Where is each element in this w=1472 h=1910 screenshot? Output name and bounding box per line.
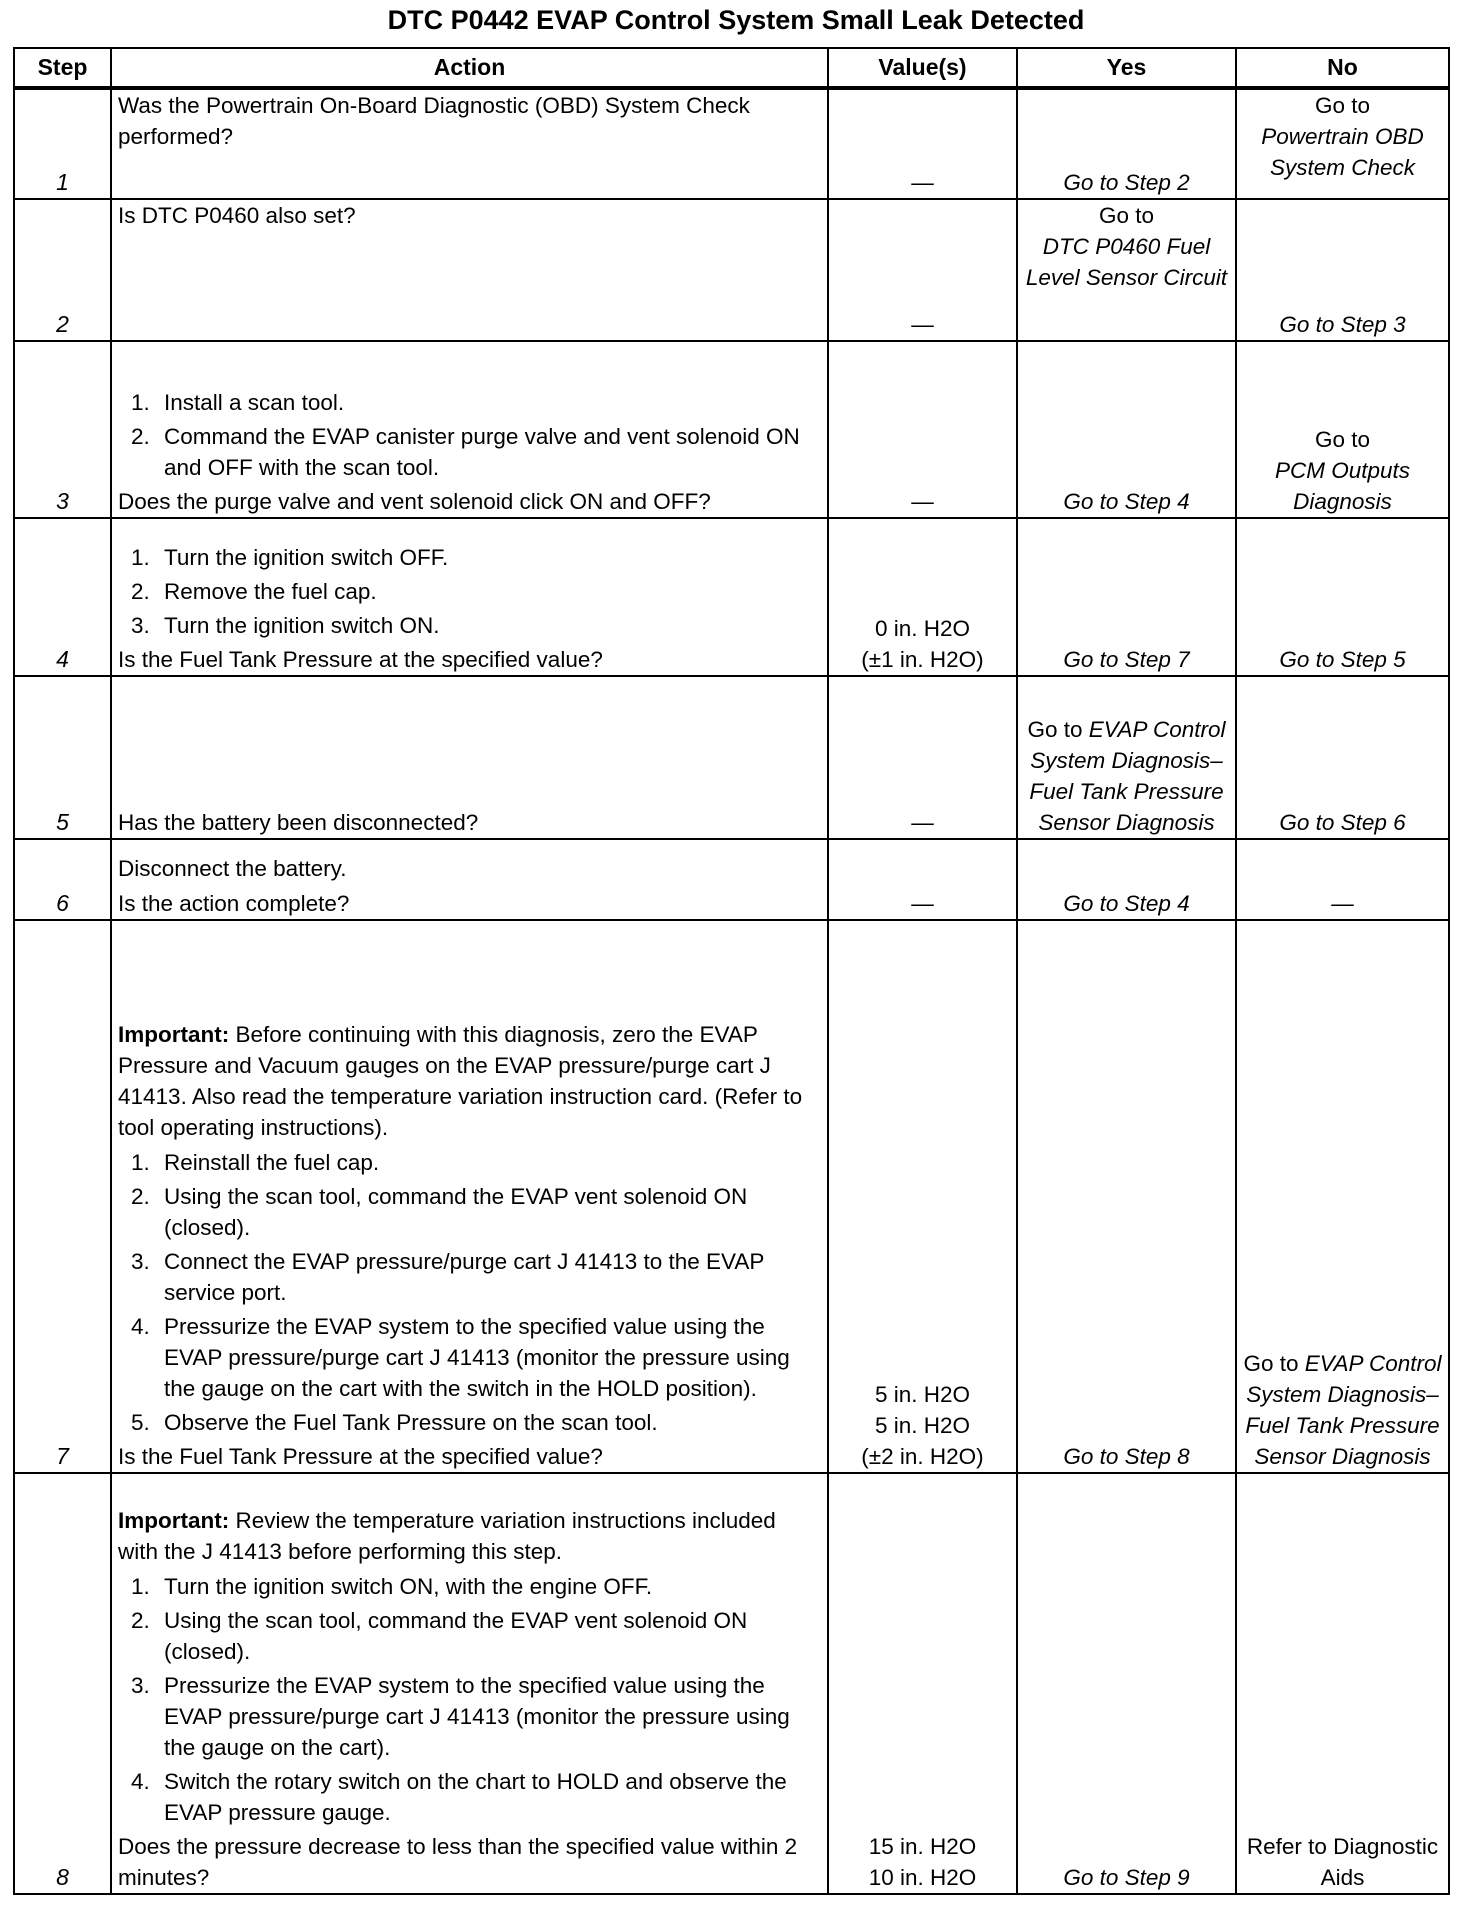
action-question: Does the purge valve and vent solenoid click ON and OFF? (118, 489, 711, 514)
yes-target-text: EVAP Control System Diagnosis– Fuel Tank Pressure Sensor Diagnosis (1029, 717, 1226, 835)
action-step: 1. Reinstall the fuel cap. (156, 1147, 821, 1178)
important-note (118, 1505, 821, 1567)
action-step: 2. Using the scan tool, command the EVAP vent solenoid ON (closed). (156, 1605, 821, 1667)
no-target-text: EVAP Control System Diagnosis– Fuel Tank Pressure Sensor Diagnosis (1245, 1351, 1442, 1469)
important-label: Important: (118, 1022, 230, 1047)
no-prefix: Go to (1314, 93, 1371, 118)
no-cell: Go to Step 3 (1236, 199, 1449, 341)
action-steps (118, 387, 821, 483)
value-cell: — (828, 341, 1017, 518)
yes-cell (1017, 676, 1236, 839)
important-note (118, 1019, 821, 1143)
value-line: (±1 in. H2O) (861, 647, 984, 672)
step-number: 1 (14, 88, 111, 199)
table-row (14, 920, 1449, 1473)
yes-cell: Go to Step 4 (1017, 839, 1236, 920)
yes-prefix: Go to (1027, 717, 1083, 742)
no-target: PCM Outputs Diagnosis (1274, 458, 1411, 514)
no-cell (1236, 1473, 1449, 1894)
important-text: Review the temperature variation instructions included with the J 41413 before performing this step. (118, 1508, 776, 1564)
yes-cell: Go to Step 8 (1017, 920, 1236, 1473)
action-cell (111, 839, 828, 920)
step-number: 6 (14, 839, 111, 920)
step-number: 3 (14, 341, 111, 518)
action-cell (111, 88, 828, 199)
value-line: 15 in. H2O (868, 1834, 977, 1859)
value-line: 5 in. H2O (874, 1413, 971, 1438)
important-label: Important: (118, 1508, 230, 1533)
action-question: Is the action complete? (118, 891, 350, 916)
value-cell: — (828, 88, 1017, 199)
yes-target (1024, 714, 1229, 838)
table-row (14, 341, 1449, 518)
value-cell: — (828, 676, 1017, 839)
value-cell: — (828, 839, 1017, 920)
yes-cell: Go to Step 4 (1017, 341, 1236, 518)
action-step: 1. Turn the ignition switch OFF. (156, 542, 821, 573)
action-step: 3. Turn the ignition switch ON. (156, 610, 821, 641)
yes-cell (1017, 199, 1236, 341)
table-row (14, 1473, 1449, 1894)
action-step: 3. Pressurize the EVAP system to the specified value using the EVAP pressure/purge cart J 41413 (monitor the pressure using the gauge on the cart). (156, 1670, 821, 1763)
action-steps (118, 1147, 821, 1438)
page-title: DTC P0442 EVAP Control System Small Leak Detected (387, 5, 1085, 35)
no-cell: Go to Step 5 (1236, 518, 1449, 676)
table-row (14, 518, 1449, 676)
action-question: Does the pressure decrease to less than the specified value within 2 minutes? (118, 1834, 798, 1890)
action-steps (118, 1571, 821, 1828)
action-step: 2. Remove the fuel cap. (156, 576, 821, 607)
header-values: Value(s) (828, 48, 1017, 88)
value-cell (828, 518, 1017, 676)
important-text: Before continuing with this diagnosis, zero the EVAP Pressure and Vacuum gauges on the EVAP pressure/purge cart J 41413. Also read the temperature variation instruction card. (Refer to tool operating instructions). (118, 1022, 803, 1140)
action-cell (111, 518, 828, 676)
action-instruction: Disconnect the battery. (118, 856, 347, 881)
action-step: 2. Command the EVAP canister purge valve and vent solenoid ON and OFF with the scan tool. (156, 421, 821, 483)
yes-target: DTC P0460 Fuel Level Sensor Circuit (1025, 234, 1228, 290)
action-cell (111, 1473, 828, 1894)
action-question: Is the Fuel Tank Pressure at the specified value? (118, 647, 603, 672)
step-number: 7 (14, 920, 111, 1473)
action-step: 2. Using the scan tool, command the EVAP vent solenoid ON (closed). (156, 1181, 821, 1243)
action-step: 4. Switch the rotary switch on the chart to HOLD and observe the EVAP pressure gauge. (156, 1766, 821, 1828)
action-step: 4. Pressurize the EVAP system to the specified value using the EVAP pressure/purge cart J 41413 (monitor the pressure using the gauge on the cart with the switch in the HOLD position). (156, 1311, 821, 1404)
value-line: 5 in. H2O (874, 1382, 971, 1407)
action-cell (111, 341, 828, 518)
action-step: 1. Turn the ignition switch ON, with the engine OFF. (156, 1571, 821, 1602)
step-number: 4 (14, 518, 111, 676)
header-yes: Yes (1017, 48, 1236, 88)
action-question: Is DTC P0460 also set? (118, 203, 356, 228)
yes-cell: Go to Step 2 (1017, 88, 1236, 199)
action-steps (118, 542, 821, 641)
step-number: 5 (14, 676, 111, 839)
no-target: Powertrain OBD System Check (1261, 124, 1424, 180)
step-number: 8 (14, 1473, 111, 1894)
yes-prefix: Go to (1098, 203, 1155, 228)
table-row (14, 839, 1449, 920)
no-prefix: Go to (1314, 427, 1371, 452)
no-target (1243, 1348, 1442, 1472)
action-question: Was the Powertrain On-Board Diagnostic (OBD) System Check performed? (118, 93, 750, 149)
action-step: 3. Connect the EVAP pressure/purge cart J 41413 to the EVAP service port. (156, 1246, 821, 1308)
header-step: Step (14, 48, 111, 88)
no-cell: — (1236, 839, 1449, 920)
action-cell (111, 676, 828, 839)
no-cell: Go to Step 6 (1236, 676, 1449, 839)
table-header-row (14, 48, 1449, 88)
table-row (14, 199, 1449, 341)
yes-cell: Go to Step 7 (1017, 518, 1236, 676)
value-cell (828, 1473, 1017, 1894)
value-cell: — (828, 199, 1017, 341)
action-step: 1. Install a scan tool. (156, 387, 821, 418)
table-row (14, 676, 1449, 839)
value-cell (828, 920, 1017, 1473)
yes-cell: Go to Step 9 (1017, 1473, 1236, 1894)
no-prefix: Go to (1243, 1351, 1299, 1376)
action-step: 5. Observe the Fuel Tank Pressure on the scan tool. (156, 1407, 821, 1438)
no-target: Refer to Diagnostic Aids (1246, 1834, 1439, 1890)
value-line: 10 in. H2O (868, 1865, 977, 1890)
header-action: Action (111, 48, 828, 88)
no-cell (1236, 341, 1449, 518)
diagnostic-table (13, 47, 1450, 1895)
step-number: 2 (14, 199, 111, 341)
action-cell (111, 920, 828, 1473)
action-question: Is the Fuel Tank Pressure at the specified value? (118, 1444, 603, 1469)
action-question: Has the battery been disconnected? (118, 810, 479, 835)
action-cell (111, 199, 828, 341)
value-line: 0 in. H2O (874, 616, 971, 641)
header-no: No (1236, 48, 1449, 88)
value-line: (±2 in. H2O) (861, 1444, 984, 1469)
table-row (14, 88, 1449, 199)
no-cell (1236, 88, 1449, 199)
no-cell (1236, 920, 1449, 1473)
